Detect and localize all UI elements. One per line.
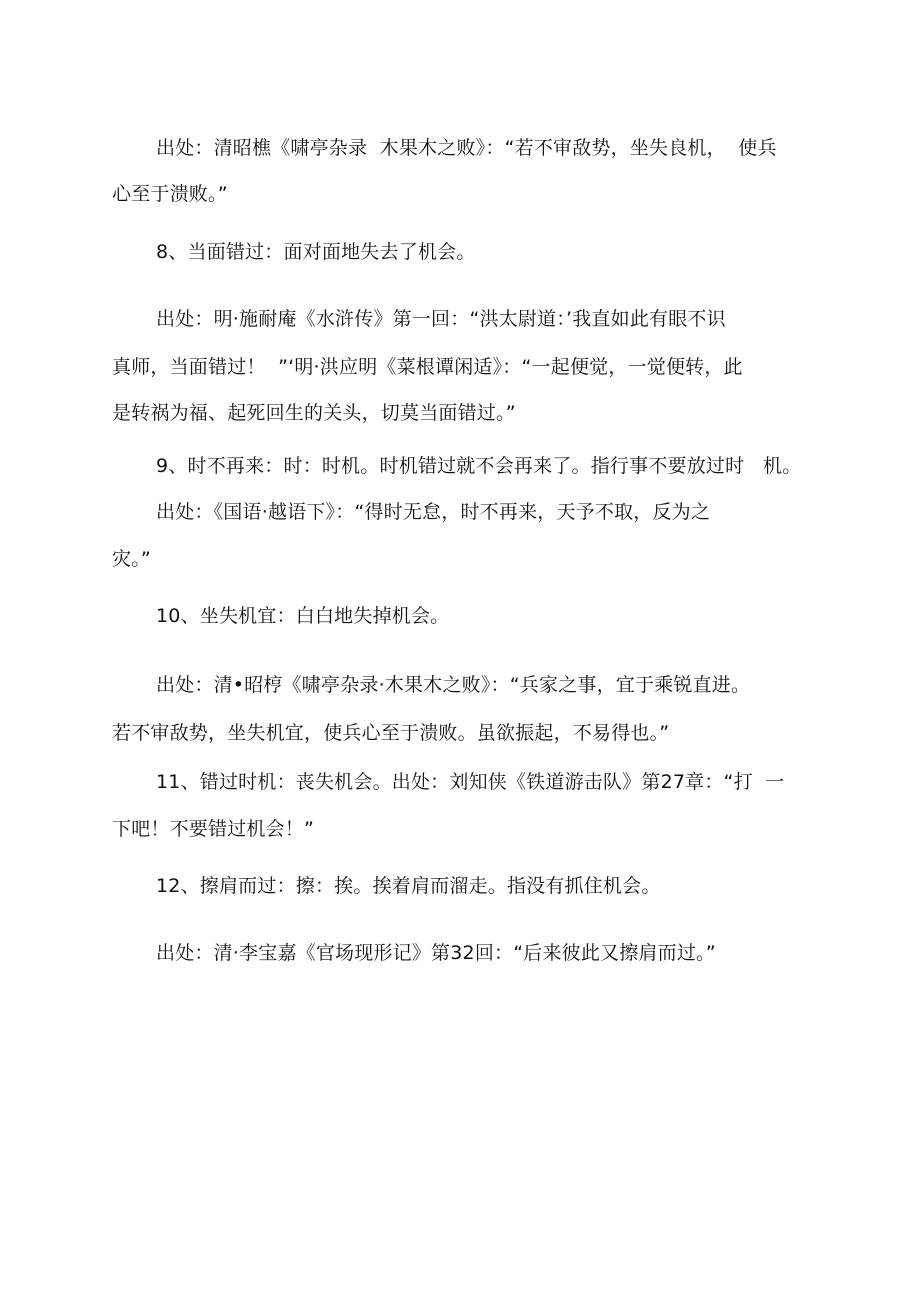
idiom-8-heading: 8、当面错过：面对面地失去了机会。 xyxy=(156,241,476,263)
source-line-8-continued-a: 真师，当面错过！ ”‘明·洪应明《菜根谭闲适》：“一起便觉，一觉便转，此 xyxy=(112,356,743,378)
source-line-9: 出处：《国语·越语下》：“得时无怠，时不再来，天予不取，反为之 xyxy=(156,501,711,523)
source-line-8: 出处：明·施耐庵《水浒传》第一回：“洪太尉道：’我直如此有眼不识 xyxy=(156,308,726,330)
source-line-12: 出处：清·李宝嘉《官场现形记》第32回：“后来彼此又擦肩而过。” xyxy=(156,942,716,964)
source-line-10: 出处：清•昭梈《啸亭杂录·木果木之败》：“兵家之事，宜于乘锐直进。 xyxy=(156,674,751,696)
idiom-11-heading: 11、错过时机：丧失机会。出处：刘知侠《铁道游击队》第27章：“打 一 xyxy=(156,771,785,793)
source-line-10-continued: 若不审敌势，坐失机宜，使兵心至于溃败。虽欲振起，不易得也。” xyxy=(112,722,670,744)
source-line-1-continued: 心至于溃败。” xyxy=(112,183,228,205)
idiom-9-heading: 9、时不再来：时：时机。时机错过就不会再来了。指行事不要放过时 机。 xyxy=(156,455,802,477)
source-line-1: 出处：清昭樵《啸亭杂录 木果木之败》：“若不审敌势，坐失良机， 使兵 xyxy=(156,137,777,159)
idiom-11-continued: 下吧！不要错过机会！” xyxy=(112,818,315,840)
idiom-12-heading: 12、擦肩而过：擦：挨。挨着肩而溜走。指没有抓住机会。 xyxy=(156,875,661,897)
idiom-10-heading: 10、坐失机宜：白白地失掉机会。 xyxy=(156,605,450,627)
source-line-9-continued: 灾。” xyxy=(112,548,151,570)
source-line-8-continued-b: 是转祸为福、起死回生的关头，切莫当面错过。” xyxy=(112,402,516,424)
